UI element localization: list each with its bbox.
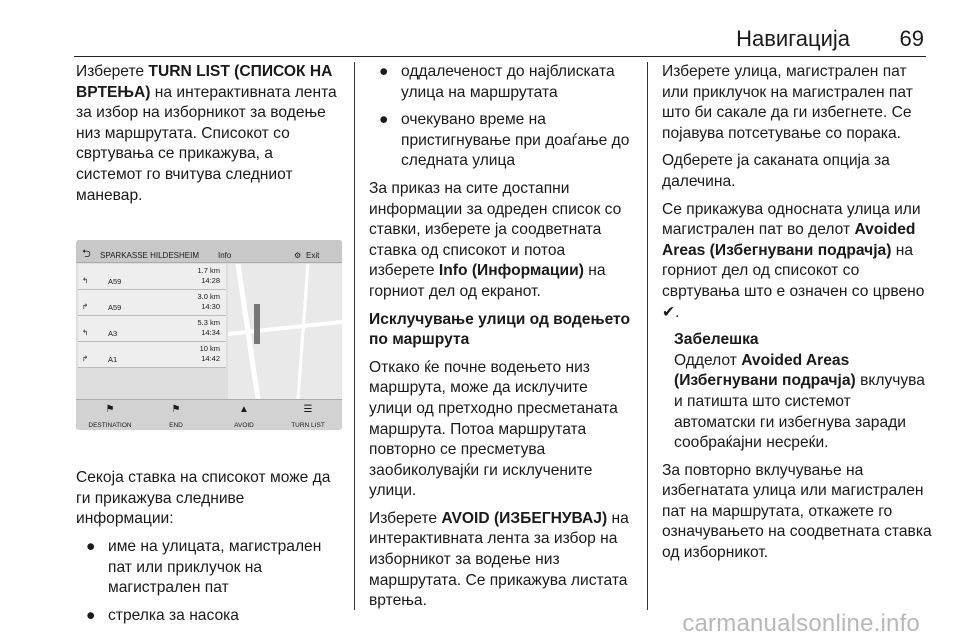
list-item: ● стрелка за насока xyxy=(86,606,239,624)
road-name: A59 xyxy=(108,303,122,313)
list-item xyxy=(78,316,226,342)
map-view xyxy=(228,264,342,399)
paragraph: Изберете улица, магистрален пат или приклучок на магистрален пат што би сакале да ги избегнете. Се појавува потсетување со порака. xyxy=(662,63,913,142)
column-1 xyxy=(76,62,342,633)
turn-list xyxy=(78,264,226,368)
column-divider-1 xyxy=(354,62,355,610)
paragraph: Одберете ја саканата опција за далечина. xyxy=(662,152,890,190)
end-icon: ⚑ END xyxy=(169,404,183,430)
info-button: Info xyxy=(218,251,232,261)
back-icon: ⮌ xyxy=(82,248,91,261)
turn-arrow-icon: ↱ xyxy=(82,302,89,312)
column-3 xyxy=(662,62,932,571)
distance-time: 10 km 14:42 xyxy=(199,344,220,364)
paragraph: За повторно вклучување на избегнатата улица или магистрален пат на маршрутата, откажете го означувањето на соодветната ставка од изборникот. xyxy=(662,461,932,562)
road-name: A1 xyxy=(108,355,118,365)
gear-icon: ⚙ xyxy=(294,251,302,261)
screen-header-bar xyxy=(76,240,342,263)
list-item: ● оддалеченост до најблиската улица на маршрутата xyxy=(379,63,615,101)
exit-button: Exit xyxy=(306,251,320,261)
paragraph: Изберете AVOID (ИЗБЕГНУВАЈ) на интерактивната лента за избор на изборникот за водење низ маршрутата. Се прикажува листата вртења. xyxy=(369,509,629,610)
section-heading: Исклучување улици од водењето по маршрута xyxy=(369,310,631,349)
road-name: A59 xyxy=(108,277,122,287)
list-item xyxy=(78,342,226,368)
distance-time: 1.7 km 14:28 xyxy=(197,266,220,286)
note-title: Забелешка xyxy=(674,331,759,349)
navigation-screen-illustration xyxy=(76,240,342,430)
screen-header-label: SPARKASSE HILDESHEIM xyxy=(100,251,199,261)
text: на интерактивната лента за избор на изборникот за водење низ маршрутата. Списокот со свртувања се прикажува, а системот го вчитува следниот маневар. xyxy=(76,83,337,204)
turn-list-icon: ☰ TURN LIST xyxy=(291,404,325,430)
interaction-bar xyxy=(76,399,342,430)
road-name: A3 xyxy=(108,329,118,339)
paragraph: За приказ на сите достапни информации за одреден список со ставки, изберете ја соодветната ставка од списокот и потоа изберете Info (Информации) на горниот дел од екранот. xyxy=(369,179,622,300)
column-divider-2 xyxy=(647,62,648,610)
page-header xyxy=(74,22,926,57)
distance-time: 3.0 km 14:30 xyxy=(197,292,220,312)
list-item xyxy=(78,290,226,316)
destination-icon: ⚑ DESTINATION xyxy=(88,404,132,430)
page-title: Навигација xyxy=(736,26,850,51)
bold-term: TURN LIST (СПИСОК НА ВРТЕЊА) xyxy=(76,63,333,101)
distance-time: 5.3 km 14:34 xyxy=(197,318,220,338)
list-item: ● име на улицата, магистрален пат или приклучок на магистрален пат xyxy=(86,537,322,597)
column-2 xyxy=(369,62,635,619)
paragraph: Секоја ставка на списокот може да ги прикажува следниве информации: xyxy=(76,469,331,528)
paragraph: Откако ќе почне водењето низ маршрута, може да исклучите улици од претходно пресметаната маршрута. Потоа маршрутата повторно се пресметува заобиколувајќи ги исклучените улици. xyxy=(369,358,618,500)
text: Изберете xyxy=(76,63,149,80)
turn-arrow-icon: ↱ xyxy=(82,354,89,364)
avoid-icon: ▲ AVOID xyxy=(234,404,254,430)
paragraph: Се прикажува односната улица или магистрален пат во делот Avoided Areas (Избегнувани подрачја) на горниот дел од списокот со свртувања што е означен со црвено ✔. xyxy=(662,200,925,321)
note-text: Одделот Avoided Areas (Избегнувани подрачја) вклучува и патишта што системот автоматски ги избегнува заради сообраќајни несреќи. xyxy=(674,351,925,452)
list-item xyxy=(78,264,226,290)
watermark: carmanualsonline.info xyxy=(682,610,920,637)
paragraph xyxy=(76,62,342,206)
list-item: ● очекувано време на пристигнување при доаѓање до следната улица xyxy=(379,111,630,170)
map-roads xyxy=(228,264,342,399)
note-box xyxy=(662,330,932,454)
turn-arrow-icon: ↰ xyxy=(82,328,89,338)
page-number: 69 xyxy=(899,26,924,51)
turn-arrow-icon: ↰ xyxy=(82,276,89,286)
